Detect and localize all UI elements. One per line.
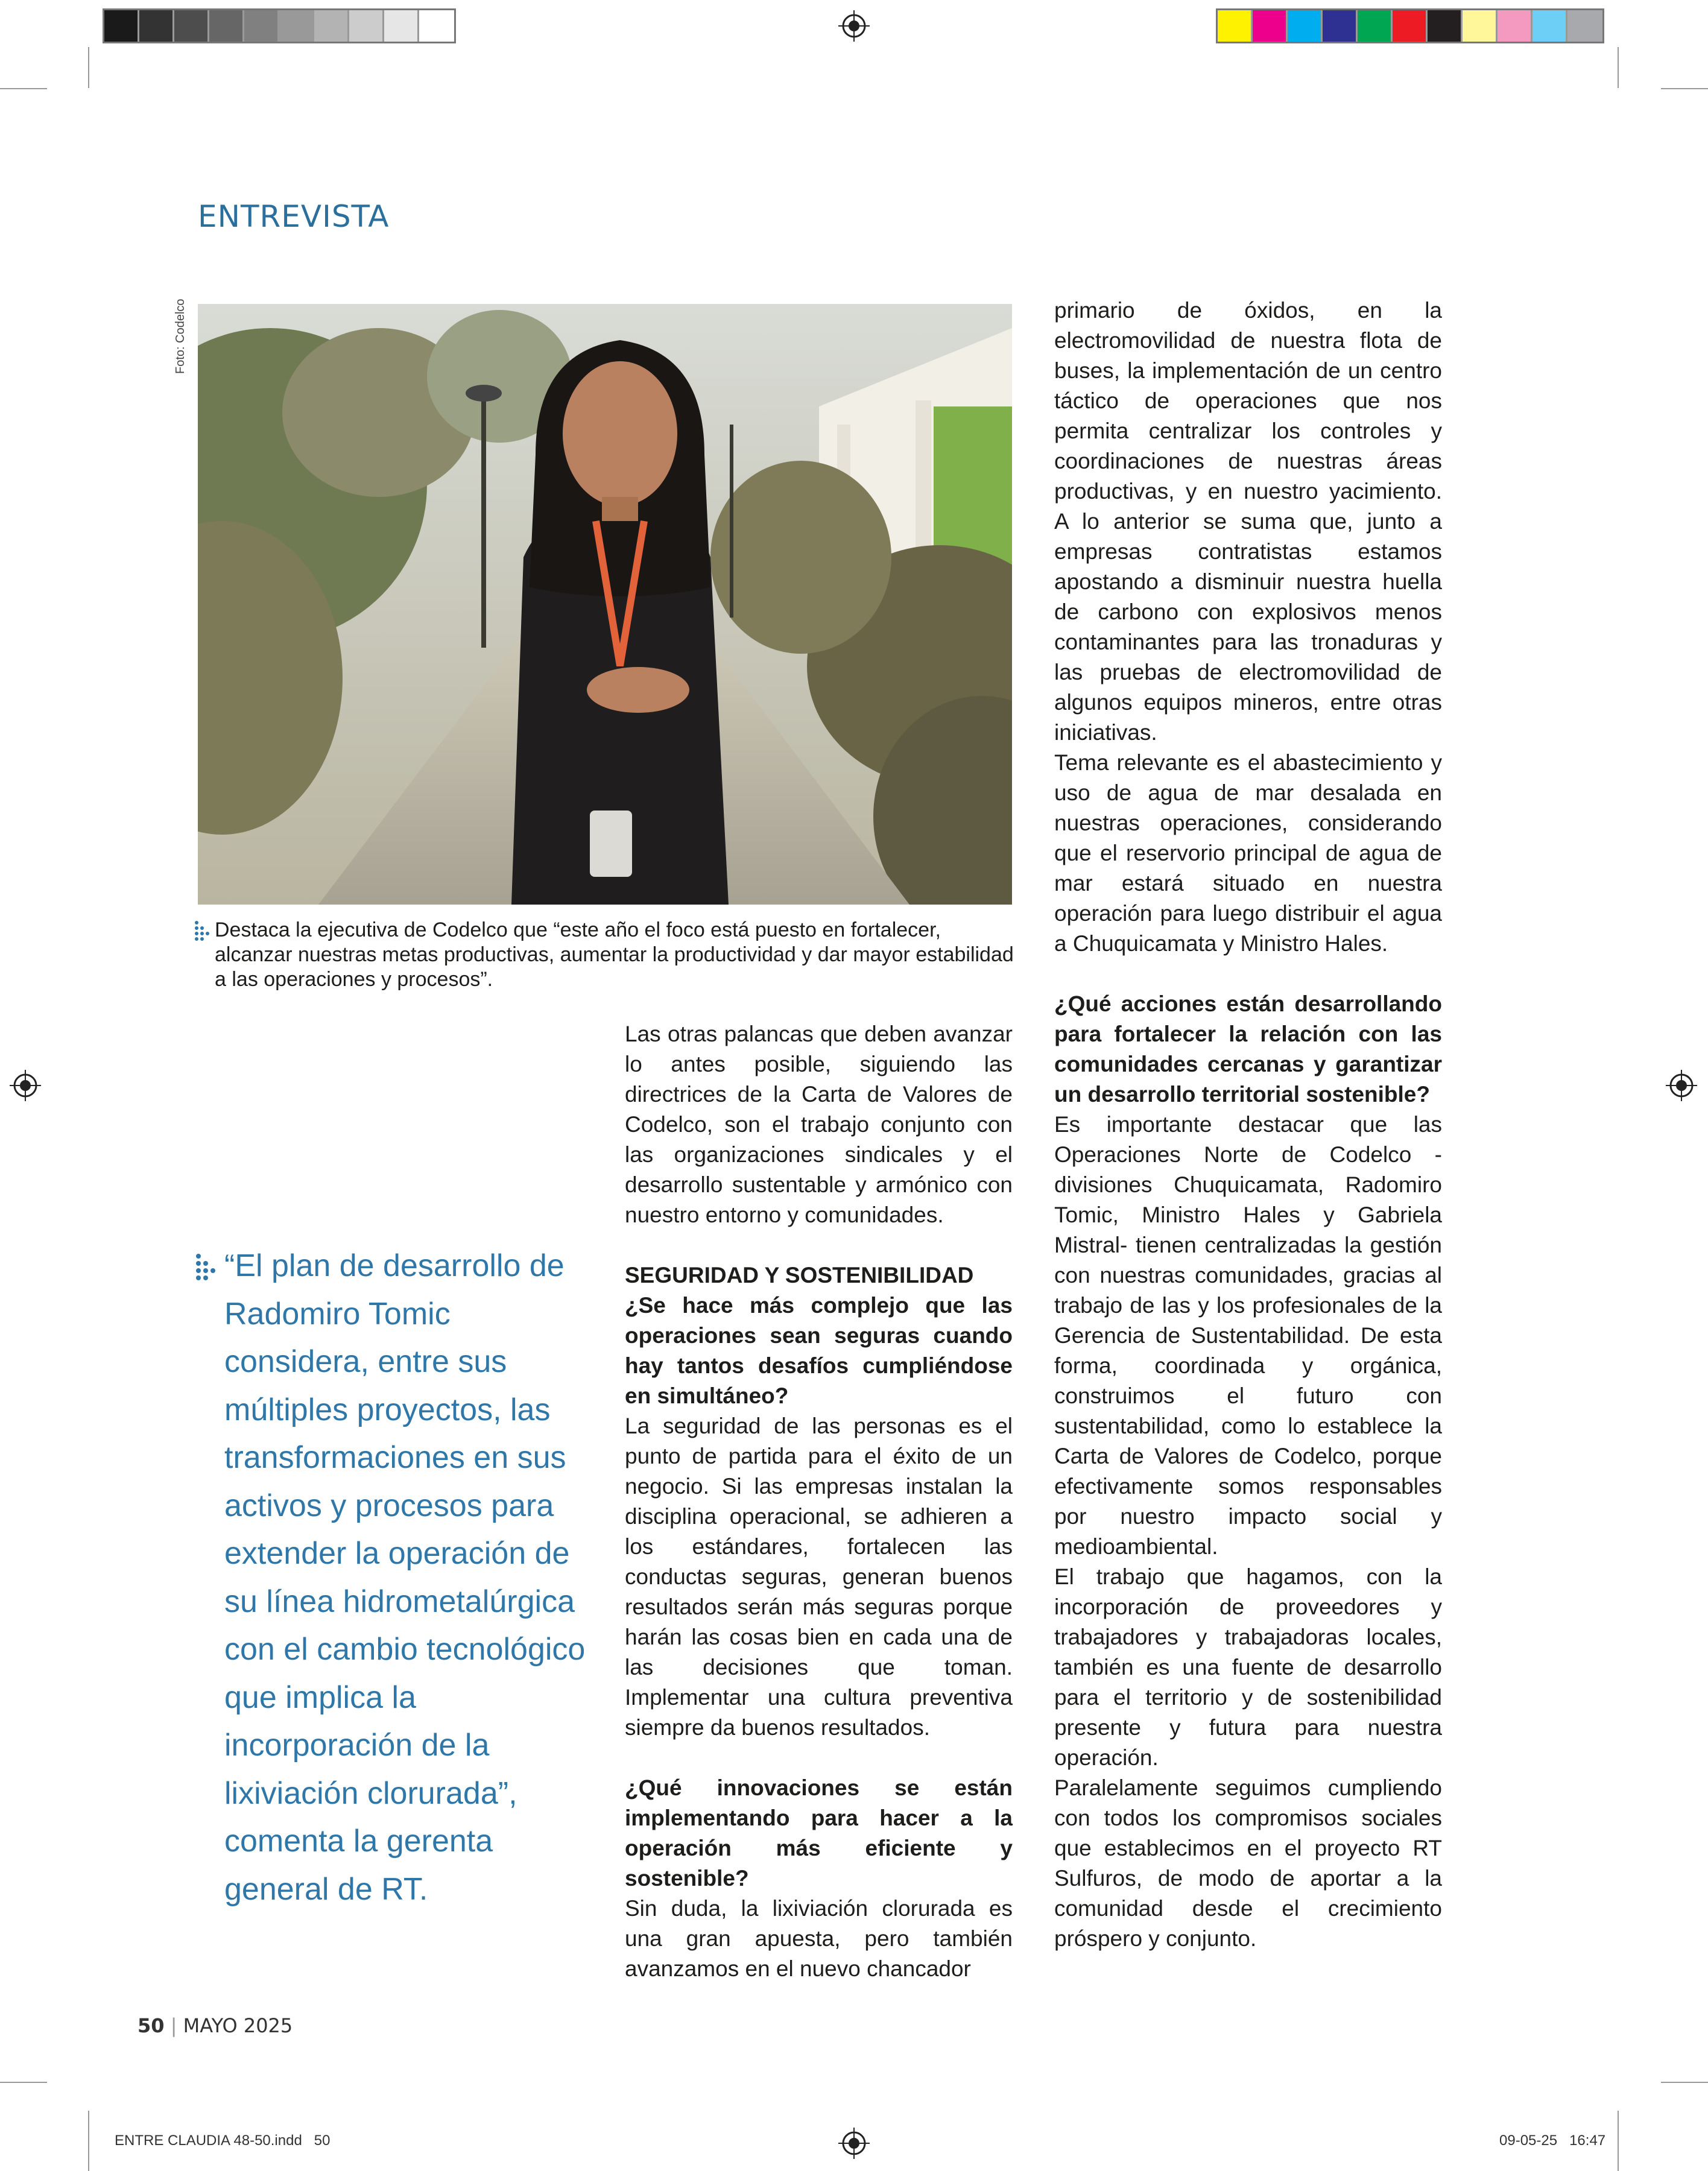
article-column-right bbox=[1054, 295, 1442, 1954]
color-swatch bbox=[1218, 10, 1253, 42]
gray-swatch bbox=[384, 10, 419, 42]
gray-swatch bbox=[419, 10, 454, 42]
section-heading: SEGURIDAD Y SOSTENIBILIDAD bbox=[625, 1263, 974, 1288]
slug-filename: ENTRE CLAUDIA 48-50.indd 50 bbox=[115, 2132, 331, 2149]
photo-credit: Foto: Codelco bbox=[174, 299, 187, 374]
registration-mark-icon bbox=[838, 2128, 870, 2159]
color-bar bbox=[1216, 8, 1604, 43]
gray-swatch bbox=[314, 10, 349, 42]
paragraph: Sin duda, la lixiviación clorurada es una gran apuesta, pero también avanzamos en el nuevo chancador bbox=[625, 1896, 1013, 1981]
paragraph: primario de óxidos, en la electromovilidad de nuestra flota de buses, la implementación de un centro táctico de operaciones que nos permita centralizar los controles y coordinaciones de nuestras áreas productivas, y en nuestro yacimiento. A lo anterior se suma que, junto a empresas contratistas estamos apostando a disminuir nuestra huella de carbono con explosivos menos contaminantes para las tronaduras y las pruebas de electromovilidad de algunos equipos mineros, entre otras iniciativas. bbox=[1054, 298, 1442, 745]
gray-swatch bbox=[139, 10, 174, 42]
crop-mark bbox=[1618, 47, 1619, 88]
photo-caption: Destaca la ejecutiva de Codelco que “este año el foco está puesto en fortalecer, alcanzar nuestras metas productivas, aumentar la productividad y dar mayor estabilidad a las operaciones y procesos”. bbox=[215, 918, 1014, 991]
color-swatch bbox=[1567, 10, 1602, 42]
portrait-illustration bbox=[198, 304, 1012, 905]
paragraph: Paralelamente seguimos cumpliendo con todos los compromisos sociales que establecimos en el proyecto RT Sulfuros, de modo de aportar a la comunidad desde el crecimiento próspero y conjunto. bbox=[1054, 1775, 1442, 1951]
gray-scale-bar bbox=[103, 8, 456, 43]
color-swatch bbox=[1253, 10, 1288, 42]
article-column-middle bbox=[625, 1019, 1013, 1984]
registration-mark-icon bbox=[838, 10, 870, 42]
interview-photo bbox=[198, 304, 1012, 905]
folio-separator: | bbox=[170, 2014, 177, 2037]
gray-swatch bbox=[209, 10, 244, 42]
gray-swatch bbox=[104, 10, 139, 42]
crop-mark bbox=[1661, 88, 1708, 89]
paragraph: Las otras palancas que deben avanzar lo antes posible, siguiendo las directrices de la Carta de Valores de Codelco, son el trabajo conjunto con las organizaciones sindicales y el desarrollo sustentable y armónico con nuestro entorno y comunidades. bbox=[625, 1022, 1013, 1227]
issue-date: MAYO 2025 bbox=[183, 2014, 293, 2037]
crop-mark bbox=[88, 47, 89, 88]
color-swatch bbox=[1428, 10, 1463, 42]
gray-swatch bbox=[174, 10, 209, 42]
gray-swatch bbox=[244, 10, 279, 42]
interview-question: ¿Se hace más complejo que las operaciones sean seguras cuando hay tantos desafíos cumpliéndose en simultáneo? bbox=[625, 1293, 1013, 1408]
page-number: 50 bbox=[138, 2014, 165, 2037]
section-label: ENTREVISTA bbox=[198, 199, 390, 234]
color-swatch bbox=[1323, 10, 1358, 42]
caption-bullet-icon bbox=[194, 920, 210, 944]
pull-quote: “El plan de desarrollo de Radomiro Tomic considera, entre sus múltiples proyectos, las transformaciones en sus activos y procesos para extender la operación de su línea hidrometalúrgica con el cambio tecnológico que implica la incorporación de la lixiviación clorurada”, comenta la gerenta general de RT. bbox=[224, 1248, 586, 1907]
paragraph: La seguridad de las personas es el punto de partida para el éxito de un negocio. Si las empresas instalan la disciplina operacional, se adhieren a los estándares, fortalecen las conductas seguras, generan buenos resultados serán más seguras porque harán las cosas bien en cada una de las decisiones que toman. Implementar una cultura preventiva siempre da buenos resultados. bbox=[625, 1414, 1013, 1740]
crop-mark bbox=[0, 2082, 47, 2083]
color-swatch bbox=[1498, 10, 1532, 42]
crop-mark bbox=[0, 88, 47, 89]
gray-swatch bbox=[349, 10, 384, 42]
color-swatch bbox=[1532, 10, 1567, 42]
color-swatch bbox=[1463, 10, 1498, 42]
slug-datetime: 09-05-25 16:47 bbox=[1499, 2132, 1606, 2149]
crop-mark bbox=[1618, 2111, 1619, 2171]
color-swatch bbox=[1288, 10, 1323, 42]
gray-swatch bbox=[279, 10, 314, 42]
paragraph: Es importante destacar que las Operaciones Norte de Codelco -divisiones Chuquicamata, Radomiro Tomic, Ministro Hales y Gabriela Mistral- tienen centralizadas la gestión con nuestras comunidades, gracias al trabajo de las y los profesionales de la Gerencia de Sustentabilidad. De esta forma, coordinada y orgánica, construimos el futuro con sustentabilidad, como lo establece la Carta de Valores de Codelco, porque efectivamente somos responsables por nuestro impacto social y medioambiental. bbox=[1054, 1112, 1442, 1559]
interview-question: ¿Qué acciones están desarrollando para fortalecer la relación con las comunidades cercanas y garantizar un desarrollo territorial sostenible? bbox=[1054, 991, 1442, 1107]
crop-mark bbox=[1661, 2082, 1708, 2083]
color-swatch bbox=[1358, 10, 1393, 42]
interview-question: ¿Qué innovaciones se están implementando para hacer a la operación más eficiente y sostenible? bbox=[625, 1775, 1013, 1891]
registration-mark-icon bbox=[10, 1070, 41, 1101]
registration-mark-icon bbox=[1666, 1070, 1697, 1101]
page-folio bbox=[138, 2014, 293, 2037]
quote-bullet-icon bbox=[195, 1253, 216, 1286]
color-swatch bbox=[1393, 10, 1428, 42]
crop-mark bbox=[88, 2111, 89, 2171]
paragraph: Tema relevante es el abastecimiento y uso de agua de mar desalada en nuestras operaciones, considerando que el reservorio principal de agua de mar estará situado en nuestra operación para luego distribuir el agua a Chuquicamata y Ministro Hales. bbox=[1054, 750, 1442, 956]
paragraph: El trabajo que hagamos, con la incorporación de proveedores y trabajadores y trabajadoras locales, también es una fuente de desarrollo para el territorio y de sostenibilidad presente y futura para nuestra operación. bbox=[1054, 1564, 1442, 1770]
